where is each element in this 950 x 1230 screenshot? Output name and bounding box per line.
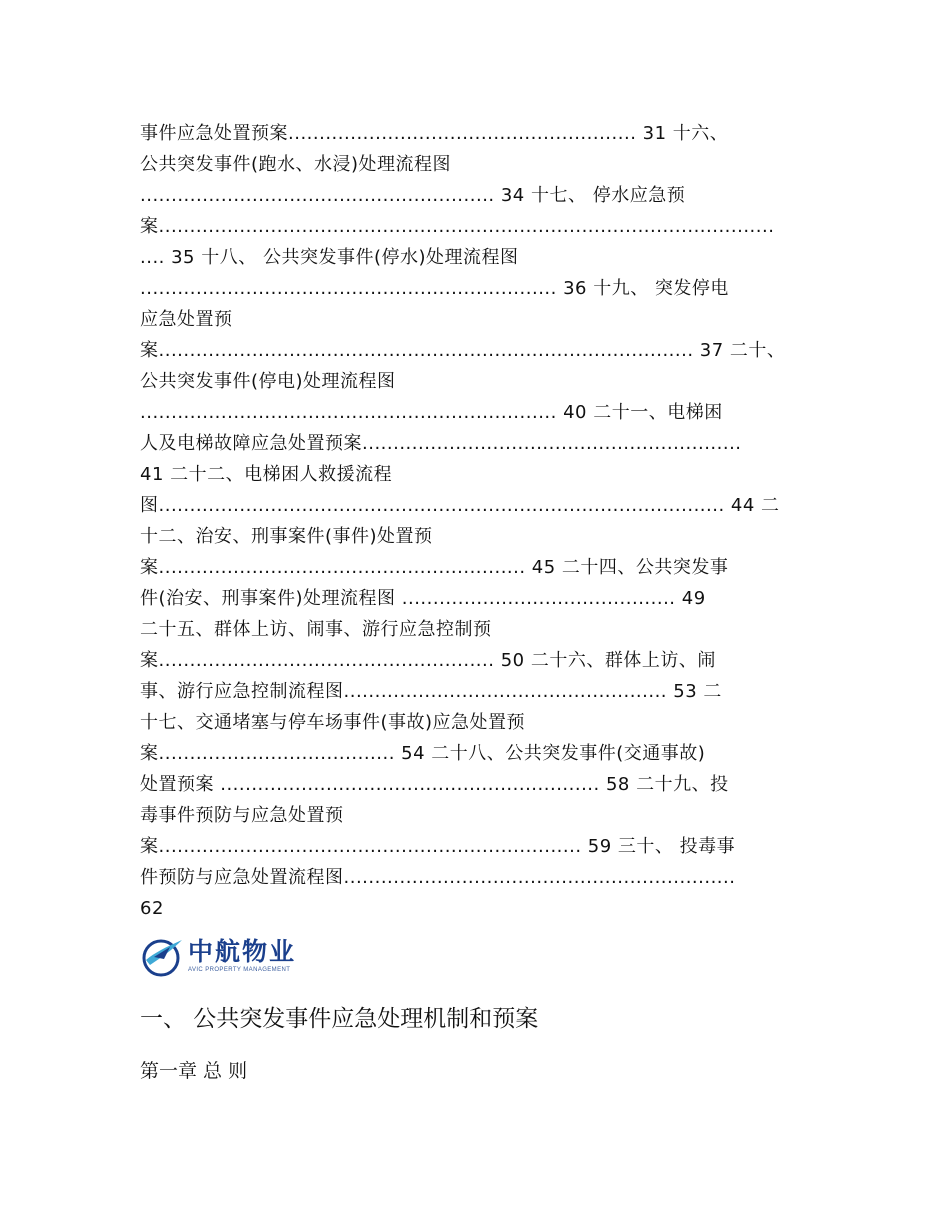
toc-line: ................................................................... 36 十九、 突发停电	[140, 278, 729, 299]
toc-line: 案.................................................................... 59 三十、 投毒事	[140, 836, 736, 857]
toc-line: 十二、治安、刑事案件(事件)处置预	[140, 526, 433, 547]
toc-line: ................................................................... 40 二十一、电梯困	[140, 402, 723, 423]
toc-line: 件预防与应急处置流程图...............................................................	[140, 867, 736, 888]
toc-line: 事、游行应急控制流程图.................................................... 53 二	[140, 681, 722, 702]
toc-line: 62	[140, 898, 164, 919]
toc-line: 案...................................................................................... 37 二十、	[140, 340, 786, 361]
toc-line: 案...................................................... 50 二十六、群体上访、闹	[140, 650, 716, 671]
toc-line: 二十五、群体上访、闹事、游行应急控制预	[140, 619, 492, 640]
toc-line: 案........................................................... 45 二十四、公共突发事	[140, 557, 729, 578]
logo-name-en: AVIC PROPERTY MANAGEMENT	[188, 967, 291, 973]
toc-line: 十七、交通堵塞与停车场事件(事故)应急处置预	[140, 712, 526, 733]
toc-line: 处置预案 ............................................................. 58 二十九、投	[140, 774, 729, 795]
toc-line: 公共突发事件(停电)处理流程图	[140, 371, 396, 392]
plane-logo-icon	[140, 935, 184, 977]
toc-line: 41 二十二、电梯困人救援流程	[140, 464, 393, 485]
toc-line: 图........................................................................................... 44 二	[140, 495, 780, 516]
logo-text	[188, 938, 296, 974]
logo-name-cn: 中航物业	[188, 937, 297, 966]
toc-line: 应急处置预	[140, 309, 233, 330]
toc-line: .... 35 十八、 公共突发事件(停水)处理流程图	[140, 247, 519, 268]
table-of-contents	[140, 118, 830, 924]
company-logo	[140, 935, 305, 977]
section-heading: 一、 公共突发事件应急处理机制和预案	[140, 1006, 539, 1032]
toc-line: 事件应急处置预案........................................................ 31 十六、	[140, 123, 729, 144]
toc-line: 案...................................... 54 二十八、公共突发事件(交通事故)	[140, 743, 706, 764]
toc-line: ......................................................... 34 十七、 停水应急预	[140, 185, 686, 206]
toc-line: 人及电梯故障应急处置预案.............................................................	[140, 433, 742, 454]
toc-line: 毒事件预防与应急处置预	[140, 805, 344, 826]
chapter-heading: 第一章 总 则	[140, 1060, 248, 1082]
toc-line: 案...................................................................................................	[140, 216, 775, 237]
toc-line: 公共突发事件(跑水、水浸)处理流程图	[140, 154, 452, 175]
toc-line: 件(治安、刑事案件)处理流程图 ............................................ 49	[140, 588, 706, 609]
